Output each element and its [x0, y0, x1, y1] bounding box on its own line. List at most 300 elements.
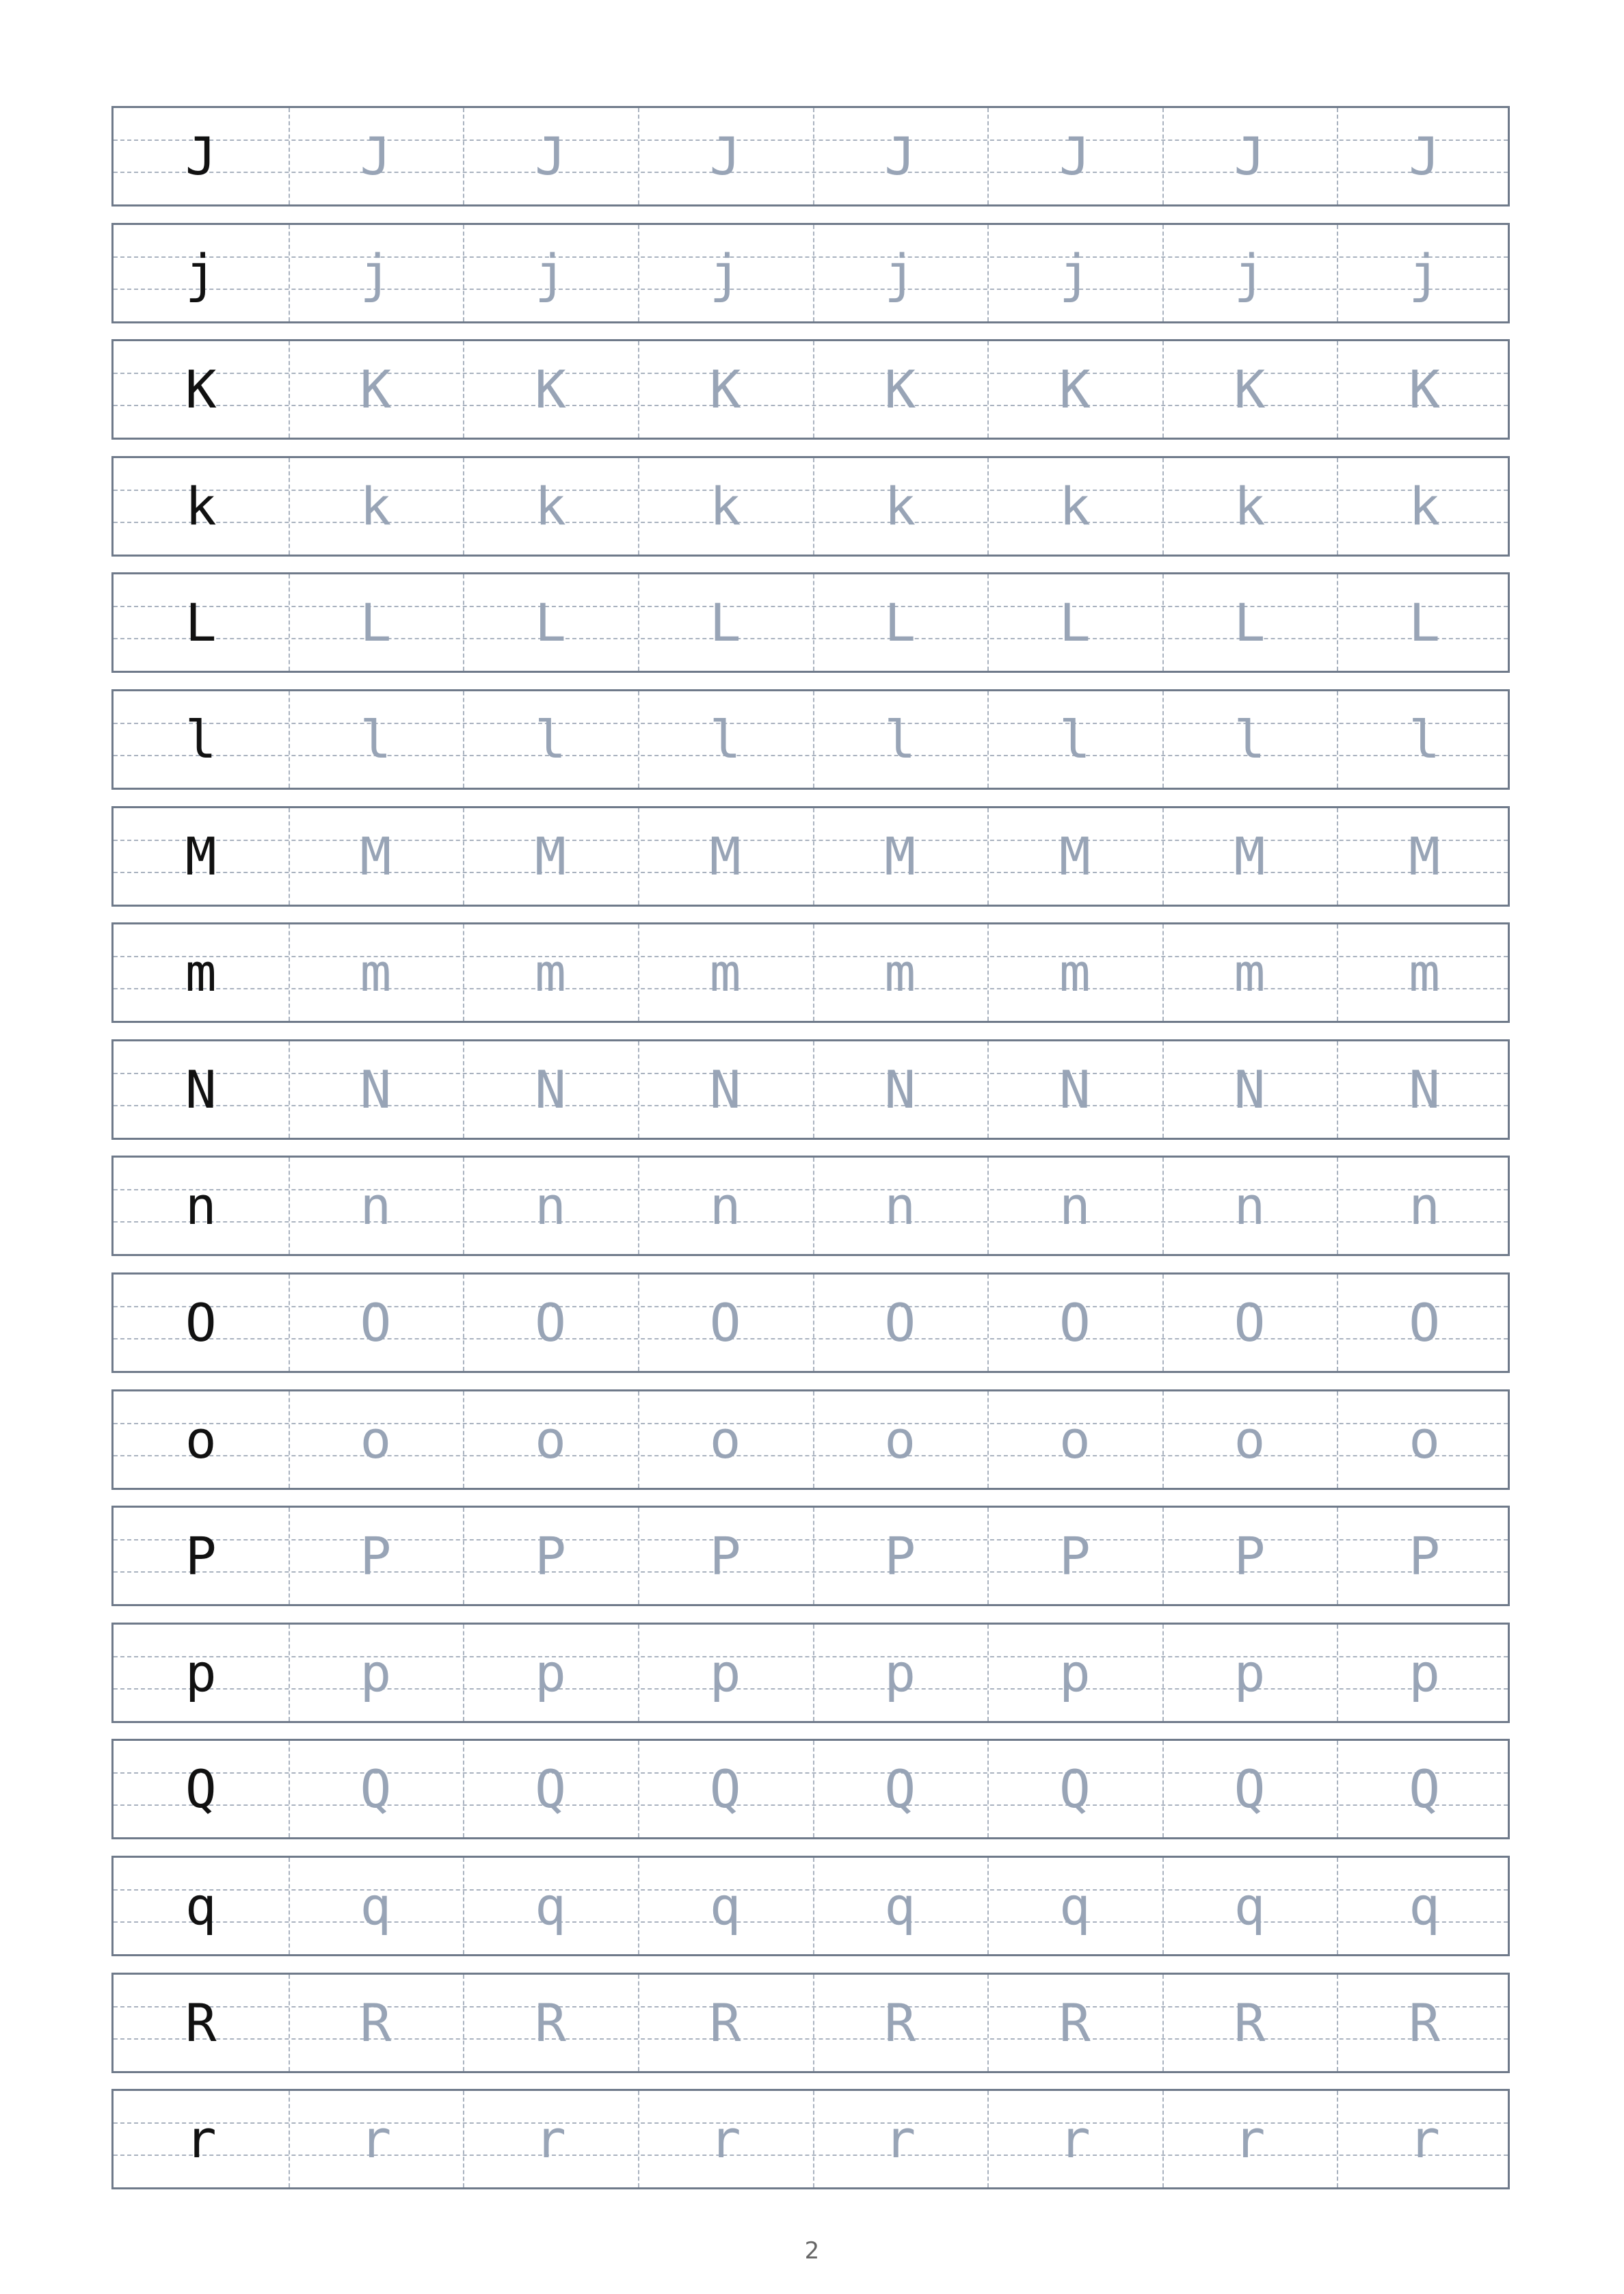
trace-letter-cell: [987, 341, 1162, 438]
trace-letter: O: [1409, 1292, 1441, 1353]
trace-letter: j: [535, 242, 566, 304]
trace-letter-cell: [1162, 1158, 1337, 1254]
trace-letter: K: [884, 358, 916, 420]
trace-letter: q: [1409, 1875, 1441, 1936]
trace-letter: O: [884, 1292, 916, 1353]
trace-letter: J: [709, 125, 741, 187]
trace-letter: l: [884, 708, 916, 770]
trace-letter-cell: [463, 1041, 638, 1138]
trace-letter-cell: [813, 108, 988, 204]
practice-row: [111, 2089, 1510, 2189]
trace-letter: q: [884, 1875, 916, 1936]
trace-letter-cell: [1337, 2091, 1512, 2187]
practice-row: [111, 223, 1510, 323]
trace-letter: J: [1059, 125, 1091, 187]
model-letter: K: [185, 358, 217, 420]
trace-letter: r: [884, 2108, 916, 2170]
trace-letter: k: [360, 475, 392, 537]
trace-letter-cell: [1337, 1741, 1512, 1837]
trace-letter-cell: [987, 1625, 1162, 1721]
trace-letter: N: [709, 1058, 741, 1120]
page-number: 2: [804, 2237, 820, 2265]
trace-letter: J: [1409, 125, 1441, 187]
trace-letter-cell: [1337, 1975, 1512, 2071]
model-letter-cell: [114, 108, 289, 204]
model-letter: N: [185, 1058, 217, 1120]
trace-letter-cell: [1162, 225, 1337, 321]
trace-letter: P: [1059, 1525, 1091, 1586]
trace-letter: N: [884, 1058, 916, 1120]
trace-letter-cell: [1337, 691, 1512, 788]
trace-letter: R: [1059, 1992, 1091, 2053]
trace-letter: q: [535, 1875, 566, 1936]
trace-letter: O: [709, 1292, 741, 1353]
model-letter-cell: [114, 1041, 289, 1138]
trace-letter-cell: [463, 341, 638, 438]
model-letter: q: [185, 1875, 217, 1936]
trace-letter-cell: [638, 1975, 813, 2071]
model-letter-cell: [114, 1975, 289, 2071]
trace-letter: m: [360, 942, 392, 1003]
trace-letter: L: [1234, 591, 1266, 653]
trace-letter: Q: [1234, 1758, 1266, 1819]
trace-letter-cell: [1337, 108, 1512, 204]
trace-letter-cell: [638, 1858, 813, 1954]
model-letter-cell: [114, 2091, 289, 2187]
trace-letter: l: [709, 708, 741, 770]
trace-letter-cell: [638, 1275, 813, 1371]
trace-letter-cell: [987, 924, 1162, 1021]
trace-letter: n: [884, 1175, 916, 1236]
trace-letter: o: [709, 1409, 741, 1470]
trace-letter-cell: [463, 458, 638, 555]
trace-letter-cell: [1337, 225, 1512, 321]
trace-letter-cell: [987, 1391, 1162, 1488]
trace-letter-cell: [638, 924, 813, 1021]
trace-letter: O: [360, 1292, 392, 1353]
trace-letter-cell: [813, 924, 988, 1021]
trace-letter-cell: [987, 1508, 1162, 1604]
trace-letter: l: [1059, 708, 1091, 770]
trace-letter: o: [535, 1409, 566, 1470]
trace-letter-cell: [463, 574, 638, 671]
trace-letter-cell: [1162, 1975, 1337, 2071]
trace-letter: M: [1409, 825, 1441, 887]
trace-letter: L: [1409, 591, 1441, 653]
trace-letter: J: [535, 125, 566, 187]
trace-letter-cell: [1337, 1041, 1512, 1138]
model-letter-cell: [114, 225, 289, 321]
trace-letter-cell: [289, 458, 464, 555]
trace-letter: k: [1409, 475, 1441, 537]
trace-letter: n: [535, 1175, 566, 1236]
trace-letter: o: [884, 1409, 916, 1470]
trace-letter: j: [1409, 242, 1441, 304]
trace-letter-cell: [289, 1741, 464, 1837]
trace-letter-cell: [1162, 1858, 1337, 1954]
trace-letter: L: [709, 591, 741, 653]
trace-letter-cell: [813, 1158, 988, 1254]
trace-letter: j: [884, 242, 916, 304]
trace-letter-cell: [638, 1391, 813, 1488]
trace-letter-cell: [463, 1975, 638, 2071]
trace-letter: Q: [709, 1758, 741, 1819]
trace-letter: N: [535, 1058, 566, 1120]
trace-letter: J: [884, 125, 916, 187]
trace-letter-cell: [813, 458, 988, 555]
trace-letter-cell: [1162, 2091, 1337, 2187]
trace-letter-cell: [813, 691, 988, 788]
trace-letter-cell: [289, 924, 464, 1021]
trace-letter: Q: [360, 1758, 392, 1819]
trace-letter-cell: [289, 1858, 464, 1954]
trace-letter: p: [535, 1642, 566, 1703]
trace-letter: n: [709, 1175, 741, 1236]
trace-letter-cell: [987, 2091, 1162, 2187]
trace-letter-cell: [463, 2091, 638, 2187]
trace-letter-cell: [1162, 341, 1337, 438]
trace-letter-cell: [289, 1391, 464, 1488]
trace-letter: O: [535, 1292, 566, 1353]
trace-letter: Q: [1409, 1758, 1441, 1819]
model-letter-cell: [114, 924, 289, 1021]
model-letter: R: [185, 1992, 217, 2053]
trace-letter: R: [884, 1992, 916, 2053]
model-letter-cell: [114, 574, 289, 671]
trace-letter-cell: [638, 691, 813, 788]
practice-row: [111, 806, 1510, 907]
trace-letter: m: [709, 942, 741, 1003]
trace-letter-cell: [463, 225, 638, 321]
trace-letter: m: [884, 942, 916, 1003]
trace-letter: m: [1059, 942, 1091, 1003]
trace-letter: p: [1409, 1642, 1441, 1703]
trace-letter-cell: [1337, 1625, 1512, 1721]
trace-letter-cell: [638, 574, 813, 671]
trace-letter-cell: [289, 108, 464, 204]
trace-letter-cell: [289, 574, 464, 671]
trace-letter-cell: [1337, 808, 1512, 905]
trace-letter: R: [360, 1992, 392, 2053]
trace-letter-cell: [289, 691, 464, 788]
trace-letter-cell: [1162, 924, 1337, 1021]
trace-letter-cell: [1337, 1858, 1512, 1954]
model-letter-cell: [114, 1275, 289, 1371]
practice-row: [111, 1389, 1510, 1490]
trace-letter-cell: [813, 341, 988, 438]
trace-letter: M: [884, 825, 916, 887]
trace-letter: R: [535, 1992, 566, 2053]
trace-letter: l: [1234, 708, 1266, 770]
trace-letter-cell: [638, 1158, 813, 1254]
trace-letter-cell: [638, 458, 813, 555]
trace-letter-cell: [463, 691, 638, 788]
practice-row: [111, 1156, 1510, 1256]
trace-letter: q: [1234, 1875, 1266, 1936]
trace-letter: N: [360, 1058, 392, 1120]
trace-letter: k: [709, 475, 741, 537]
trace-letter-cell: [987, 458, 1162, 555]
practice-row: [111, 106, 1510, 206]
practice-row: [111, 1623, 1510, 1723]
trace-letter: p: [884, 1642, 916, 1703]
trace-letter-cell: [1162, 1625, 1337, 1721]
model-letter-cell: [114, 1508, 289, 1604]
trace-letter: O: [1059, 1292, 1091, 1353]
trace-letter-cell: [463, 1275, 638, 1371]
model-letter: L: [185, 591, 217, 653]
trace-letter: K: [1409, 358, 1441, 420]
trace-letter-cell: [289, 1975, 464, 2071]
trace-letter: L: [535, 591, 566, 653]
trace-letter: P: [360, 1525, 392, 1586]
trace-letter-cell: [463, 808, 638, 905]
trace-letter: M: [1234, 825, 1266, 887]
trace-letter-cell: [1337, 1275, 1512, 1371]
model-letter: p: [185, 1642, 217, 1703]
trace-letter-cell: [1162, 458, 1337, 555]
trace-letter-cell: [1162, 574, 1337, 671]
trace-letter-cell: [638, 1508, 813, 1604]
trace-letter: q: [709, 1875, 741, 1936]
trace-letter: Q: [884, 1758, 916, 1819]
trace-letter: p: [360, 1642, 392, 1703]
trace-letter-cell: [987, 1041, 1162, 1138]
trace-letter: J: [360, 125, 392, 187]
trace-letter: K: [535, 358, 566, 420]
trace-letter: R: [1234, 1992, 1266, 2053]
model-letter: j: [185, 242, 217, 304]
trace-letter-cell: [813, 808, 988, 905]
trace-letter-cell: [638, 108, 813, 204]
trace-letter-cell: [1337, 574, 1512, 671]
trace-letter: N: [1059, 1058, 1091, 1120]
trace-letter-cell: [289, 341, 464, 438]
trace-letter-cell: [813, 1858, 988, 1954]
trace-letter: P: [1409, 1525, 1441, 1586]
trace-letter-cell: [1162, 808, 1337, 905]
trace-letter: K: [709, 358, 741, 420]
practice-row: [111, 689, 1510, 790]
trace-letter-cell: [463, 1858, 638, 1954]
trace-letter-cell: [463, 1625, 638, 1721]
trace-letter-cell: [463, 1158, 638, 1254]
trace-letter-cell: [289, 1508, 464, 1604]
trace-letter-cell: [1337, 458, 1512, 555]
trace-letter-cell: [289, 2091, 464, 2187]
trace-letter: q: [360, 1875, 392, 1936]
practice-row: [111, 1973, 1510, 2073]
trace-letter-cell: [1337, 341, 1512, 438]
trace-letter-cell: [1162, 1741, 1337, 1837]
model-letter-cell: [114, 341, 289, 438]
trace-letter: r: [709, 2108, 741, 2170]
trace-letter: K: [1059, 358, 1091, 420]
trace-letter: n: [360, 1175, 392, 1236]
trace-letter-cell: [463, 1741, 638, 1837]
trace-letter-cell: [638, 808, 813, 905]
trace-letter-cell: [638, 225, 813, 321]
trace-letter-cell: [1162, 1275, 1337, 1371]
trace-letter-cell: [289, 808, 464, 905]
trace-letter: o: [1409, 1409, 1441, 1470]
trace-letter-cell: [987, 691, 1162, 788]
trace-letter: k: [1059, 475, 1091, 537]
trace-letter: P: [884, 1525, 916, 1586]
model-letter: n: [185, 1175, 217, 1236]
practice-row: [111, 1506, 1510, 1606]
trace-letter: o: [360, 1409, 392, 1470]
trace-letter-cell: [987, 225, 1162, 321]
trace-letter-cell: [813, 1741, 988, 1837]
trace-letter-cell: [1162, 108, 1337, 204]
model-letter: M: [185, 825, 217, 887]
trace-letter: R: [709, 1992, 741, 2053]
trace-letter: n: [1409, 1175, 1441, 1236]
trace-letter: L: [884, 591, 916, 653]
trace-letter-cell: [1337, 1391, 1512, 1488]
trace-letter: k: [1234, 475, 1266, 537]
practice-row: [111, 1272, 1510, 1373]
trace-letter-cell: [987, 574, 1162, 671]
trace-letter: R: [1409, 1992, 1441, 2053]
trace-letter: M: [360, 825, 392, 887]
trace-letter-cell: [813, 574, 988, 671]
trace-letter: j: [1234, 242, 1266, 304]
trace-letter-cell: [813, 1975, 988, 2071]
model-letter: Q: [185, 1758, 217, 1819]
trace-letter: N: [1409, 1058, 1441, 1120]
model-letter: P: [185, 1525, 217, 1586]
trace-letter: k: [884, 475, 916, 537]
practice-row: [111, 922, 1510, 1023]
trace-letter: j: [1059, 242, 1091, 304]
trace-letter-cell: [813, 1508, 988, 1604]
trace-letter: J: [1234, 125, 1266, 187]
trace-letter: m: [1409, 942, 1441, 1003]
trace-letter-cell: [987, 108, 1162, 204]
model-letter-cell: [114, 1625, 289, 1721]
trace-letter: p: [1059, 1642, 1091, 1703]
trace-letter-cell: [987, 1858, 1162, 1954]
trace-letter: p: [709, 1642, 741, 1703]
trace-letter: l: [360, 708, 392, 770]
model-letter: r: [185, 2108, 217, 2170]
trace-letter-cell: [987, 808, 1162, 905]
trace-letter: r: [1409, 2108, 1441, 2170]
trace-letter: q: [1059, 1875, 1091, 1936]
trace-letter-cell: [1162, 1041, 1337, 1138]
trace-letter-cell: [813, 2091, 988, 2187]
trace-letter: P: [535, 1525, 566, 1586]
trace-letter: p: [1234, 1642, 1266, 1703]
trace-letter: r: [1234, 2108, 1266, 2170]
trace-letter: r: [1059, 2108, 1091, 2170]
model-letter: O: [185, 1292, 217, 1353]
model-letter-cell: [114, 458, 289, 555]
trace-letter: o: [1059, 1409, 1091, 1470]
trace-letter-cell: [987, 1275, 1162, 1371]
trace-letter-cell: [1337, 1158, 1512, 1254]
trace-letter: l: [535, 708, 566, 770]
trace-letter-cell: [289, 1625, 464, 1721]
trace-letter: P: [1234, 1525, 1266, 1586]
model-letter: k: [185, 475, 217, 537]
trace-letter-cell: [463, 1391, 638, 1488]
trace-letter: r: [535, 2108, 566, 2170]
trace-letter: j: [360, 242, 392, 304]
trace-letter-cell: [638, 1741, 813, 1837]
model-letter: m: [185, 942, 217, 1003]
trace-letter-cell: [987, 1975, 1162, 2071]
trace-letter-cell: [463, 1508, 638, 1604]
model-letter-cell: [114, 1858, 289, 1954]
trace-letter-cell: [638, 1041, 813, 1138]
trace-letter-cell: [813, 1275, 988, 1371]
trace-letter-cell: [463, 108, 638, 204]
trace-letter: L: [360, 591, 392, 653]
trace-letter-cell: [813, 1391, 988, 1488]
trace-letter: l: [1409, 708, 1441, 770]
practice-row: [111, 1739, 1510, 1839]
practice-row: [111, 339, 1510, 440]
trace-letter-cell: [289, 1158, 464, 1254]
trace-letter-cell: [813, 225, 988, 321]
trace-letter-cell: [638, 341, 813, 438]
trace-letter: M: [709, 825, 741, 887]
trace-letter-cell: [813, 1041, 988, 1138]
trace-letter: O: [1234, 1292, 1266, 1353]
trace-letter: M: [535, 825, 566, 887]
trace-letter: N: [1234, 1058, 1266, 1120]
model-letter-cell: [114, 691, 289, 788]
trace-letter: m: [1234, 942, 1266, 1003]
trace-letter: n: [1059, 1175, 1091, 1236]
practice-row: [111, 456, 1510, 557]
model-letter: o: [185, 1409, 217, 1470]
trace-letter-cell: [1162, 691, 1337, 788]
trace-letter-cell: [289, 225, 464, 321]
trace-letter-cell: [813, 1625, 988, 1721]
model-letter-cell: [114, 1391, 289, 1488]
trace-letter-cell: [1337, 1508, 1512, 1604]
trace-letter-cell: [638, 1625, 813, 1721]
trace-letter-cell: [289, 1275, 464, 1371]
model-letter-cell: [114, 1158, 289, 1254]
model-letter-cell: [114, 1741, 289, 1837]
trace-letter: L: [1059, 591, 1091, 653]
trace-letter: m: [535, 942, 566, 1003]
trace-letter: K: [1234, 358, 1266, 420]
model-letter-cell: [114, 808, 289, 905]
trace-letter: o: [1234, 1409, 1266, 1470]
trace-letter-cell: [289, 1041, 464, 1138]
trace-letter-cell: [987, 1741, 1162, 1837]
model-letter: l: [185, 708, 217, 770]
trace-letter-cell: [463, 924, 638, 1021]
trace-letter: P: [709, 1525, 741, 1586]
trace-letter: k: [535, 475, 566, 537]
trace-letter: M: [1059, 825, 1091, 887]
trace-letter-cell: [1162, 1508, 1337, 1604]
trace-letter-cell: [1162, 1391, 1337, 1488]
practice-row: [111, 572, 1510, 673]
trace-letter: j: [709, 242, 741, 304]
trace-letter-cell: [638, 2091, 813, 2187]
trace-letter: r: [360, 2108, 392, 2170]
trace-letter: Q: [535, 1758, 566, 1819]
trace-letter-cell: [987, 1158, 1162, 1254]
